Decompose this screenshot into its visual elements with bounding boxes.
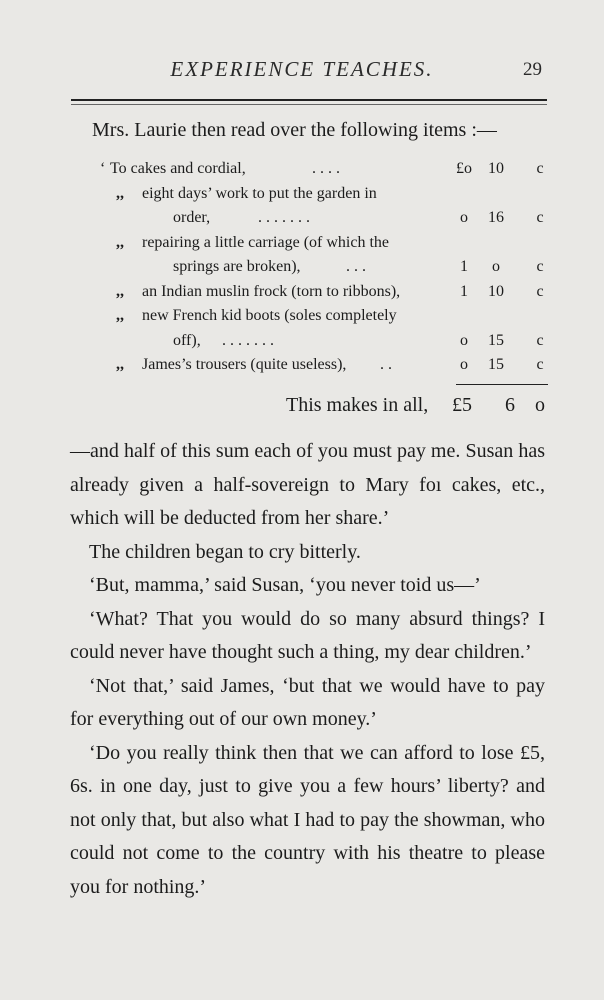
ditto-mark: ,,: [116, 356, 124, 373]
total-label: This makes in all,: [286, 394, 429, 416]
leader-dots: . . . .: [312, 160, 340, 177]
item-text: an Indian muslin frock (torn to ribbons),: [142, 282, 401, 300]
item-text: new French kid boots (soles completely: [142, 307, 397, 324]
amount-pence: c: [536, 209, 544, 226]
header-rule-thin: [71, 104, 547, 105]
amount-pounds: o: [460, 209, 468, 226]
item-row: [0, 183, 604, 208]
item-text: repairing a little carriage (of which the: [142, 233, 389, 251]
item-row: [0, 305, 604, 330]
amount-pence: c: [536, 160, 544, 177]
ditto-mark: ,,: [116, 233, 124, 251]
item-text: order,: [173, 209, 211, 226]
amount-pounds: o: [460, 356, 468, 373]
total-pounds: £5: [452, 394, 472, 416]
running-header-title: EXPERIENCE TEACHES.: [170, 57, 434, 81]
amount-pounds: 1: [460, 282, 468, 300]
amount-shillings: 16: [488, 209, 504, 226]
item-text: eight days’ work to put the garden in: [142, 184, 377, 202]
amount-pence: c: [536, 282, 544, 300]
page-number: 29: [523, 59, 542, 80]
item-row: [0, 207, 604, 232]
header-rule-thick: [71, 99, 547, 101]
item-text: To cakes and cordial,: [110, 160, 246, 177]
paragraph: ‘But, mamma,’ said Susan, ‘you never toid us—’: [89, 574, 481, 596]
paragraph: ‘Not that,’ said James, ‘but that we would have to pay for everything out of our own money.’: [70, 674, 545, 730]
leader-dots: . . . . . . .: [258, 209, 310, 226]
sum-rule: [456, 384, 548, 385]
item-row: [0, 354, 604, 379]
amount-pounds: o: [460, 331, 468, 349]
amount-pence: c: [536, 331, 544, 349]
paragraph: ‘Do you really think then that we can afford to lose £5, 6s. in one day, just to give you a few hours’ liberty? and not only that, but also what I had to pay the showman, who could not come to the country with his theatre to please you for nothing.’: [70, 741, 545, 898]
leader-dots: . . .: [346, 258, 366, 275]
amount-shillings: o: [492, 258, 500, 275]
amount-shillings: 10: [488, 282, 504, 300]
item-row: [0, 158, 604, 183]
item-row: [0, 281, 604, 306]
paragraph: ‘What? That you would do so many absurd things? I could never have thought such a thing, my dear children.’: [70, 607, 545, 663]
amount-pounds: £o: [456, 160, 472, 177]
amount-shillings: 15: [488, 331, 504, 349]
intro-line: Mrs. Laurie then read over the following items :—: [92, 119, 497, 141]
item-text: off),: [173, 331, 201, 349]
item-row: [0, 256, 604, 281]
amount-shillings: 15: [488, 356, 504, 373]
item-text: springs are broken),: [173, 258, 301, 275]
paragraph: The children began to cry bitterly.: [89, 540, 361, 563]
total-pence: o: [535, 394, 545, 416]
total-row: [0, 394, 604, 424]
amount-pounds: 1: [460, 258, 468, 275]
amount-pence: c: [536, 356, 544, 373]
ditto-mark: ,,: [116, 282, 124, 300]
ditto-mark: ,,: [116, 307, 124, 324]
amount-pence: c: [536, 258, 544, 275]
total-shillings: 6: [505, 394, 515, 416]
paragraph: —and half of this sum each of you must pay me. Susan has already given a half-sovereign to Mary foı cakes, etc., which will be deducted from her share.’: [70, 440, 545, 529]
item-text: James’s trousers (quite useless),: [142, 356, 347, 373]
leader-dots: . . . . . . .: [222, 331, 274, 349]
item-row: [0, 232, 604, 257]
body-text: [70, 435, 545, 904]
leader-dots: . .: [380, 356, 392, 373]
amount-shillings: 10: [488, 160, 504, 177]
ditto-mark: ,,: [116, 184, 124, 202]
items-list: [0, 158, 604, 379]
opening-quote: ‘: [100, 160, 106, 177]
item-row: [0, 330, 604, 355]
